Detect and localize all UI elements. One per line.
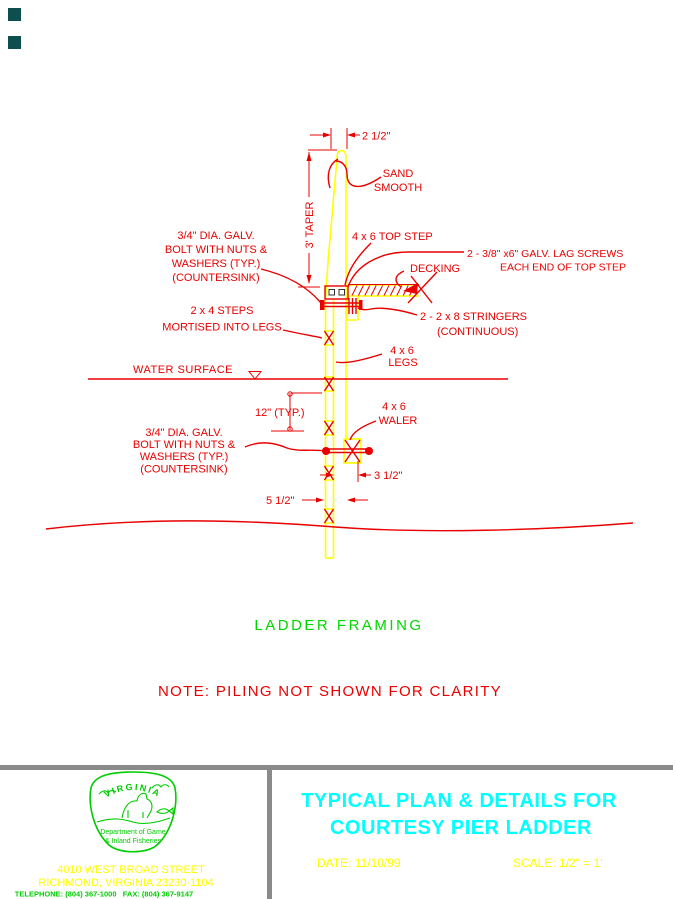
view-title: LADDER FRAMING (254, 617, 424, 634)
leg-tip (337, 151, 346, 159)
lower-bolt-leader (245, 443, 325, 451)
corner-mark-icon (8, 36, 21, 49)
waler-assembly (322, 440, 373, 462)
date-field: DATE: 11/10/99 (317, 856, 401, 870)
logo-state-arc: VIRGINIA (102, 781, 163, 800)
countersunk-bolt-icon (329, 290, 335, 296)
bird-icon (152, 785, 169, 788)
upper-bolt-label2: BOLT WITH NUTS & (164, 244, 268, 256)
water-level-icon (249, 372, 261, 380)
bolt-nut-icon (320, 300, 325, 310)
taper-label: 3' TAPER (304, 201, 316, 249)
leg-left-edge (326, 158, 338, 558)
waler-label1: 4 x 6 (382, 401, 406, 413)
titleblock-divider (267, 769, 272, 899)
dim-tip-width (310, 128, 390, 149)
water-surface-label: WATER SURFACE (133, 364, 234, 376)
logo-org-line1: Department of Game (100, 829, 166, 836)
fish-icon (157, 808, 173, 814)
dim-waler-width-label: 3 1/2" (374, 470, 403, 482)
waler-x (345, 440, 360, 462)
upper-bolt-leader (261, 269, 321, 303)
top-step-label: 4 x 6 TOP STEP (352, 231, 433, 243)
sheet-title-line2: COURTESY PIER LADDER (330, 817, 592, 839)
waler-leader (350, 421, 376, 440)
stringers-label1: 2 - 2 x 8 STRINGERS (420, 311, 527, 323)
phone-fax-line: TELEPHONE: (804) 367-1000 FAX: (804) 367-9147 (14, 889, 194, 899)
address-line2: RICHMOND, VIRGINIA 23230-1104 (38, 877, 214, 889)
titleblock-top-rule (0, 765, 673, 770)
dim-step-spacing-label: 12" (TYP.) (255, 407, 305, 419)
mud-line (46, 521, 633, 531)
thru-bolt (324, 303, 360, 307)
legs-label2: LEGS (388, 357, 418, 369)
upper-bolt-label3: WASHERS (TYP.) (171, 258, 261, 270)
sand-smooth-label: SAND (382, 168, 414, 180)
countersunk-bolt-icon (339, 290, 345, 296)
note-text: NOTE: PILING NOT SHOWN FOR CLARITY (158, 683, 502, 700)
sheet-title-line1: TYPICAL PLAN & DETAILS FOR (301, 790, 617, 812)
corner-marks (8, 8, 21, 49)
dim-leg-width-label: 5 1/2" (266, 495, 295, 507)
bolt-nut-icon (365, 447, 373, 455)
ground-line (97, 818, 170, 823)
steps-label2: MORTISED INTO LEGS (162, 321, 282, 334)
lower-bolt-label2: BOLT WITH NUTS & (132, 439, 236, 451)
upper-bolt-label1: 3/4" DIA. GALV. (177, 230, 255, 242)
corner-mark-icon (8, 8, 21, 21)
annotations (133, 168, 626, 476)
logo-org-line2: & Inland Fisheries (104, 838, 162, 845)
upper-bolt-label4: (COUNTERSINK) (172, 272, 260, 284)
lag-screws-label2: EACH END OF TOP STEP (500, 261, 627, 274)
lower-bolt-label3: WASHERS (TYP.) (139, 451, 229, 463)
stringers-label2: (CONTINUOUS) (437, 326, 519, 338)
lower-bolt-label1: 3/4" DIA. GALV. (145, 427, 223, 439)
sand-smooth-label2: SMOOTH (373, 182, 423, 194)
address-line1: 4010 WEST BROAD STREET (57, 864, 205, 876)
legs-leader (336, 354, 382, 363)
steps-label1: 2 x 4 STEPS (190, 305, 254, 317)
scale-field: SCALE: 1/2" = 1' (513, 856, 603, 870)
dim-tip-width-label: 2 1/2" (362, 130, 391, 143)
dim-step-spacing (255, 392, 322, 431)
lag-screws-label: 2 - 3/8" x6" GALV. LAG SCREWS (467, 248, 624, 260)
stringers-leader (358, 308, 417, 315)
legs-label1: 4 x 6 (390, 345, 414, 357)
waler-label2: WALER (378, 415, 418, 427)
agency-logo (90, 772, 176, 852)
deer-icon (122, 793, 152, 818)
title-block (0, 765, 673, 899)
ladder-framing-view (46, 128, 633, 700)
steps-leader (283, 330, 322, 338)
dim-leg-width (266, 495, 368, 507)
lower-bolt-label4: (COUNTERSINK) (140, 463, 228, 476)
decking-label: DECKING (410, 263, 461, 275)
